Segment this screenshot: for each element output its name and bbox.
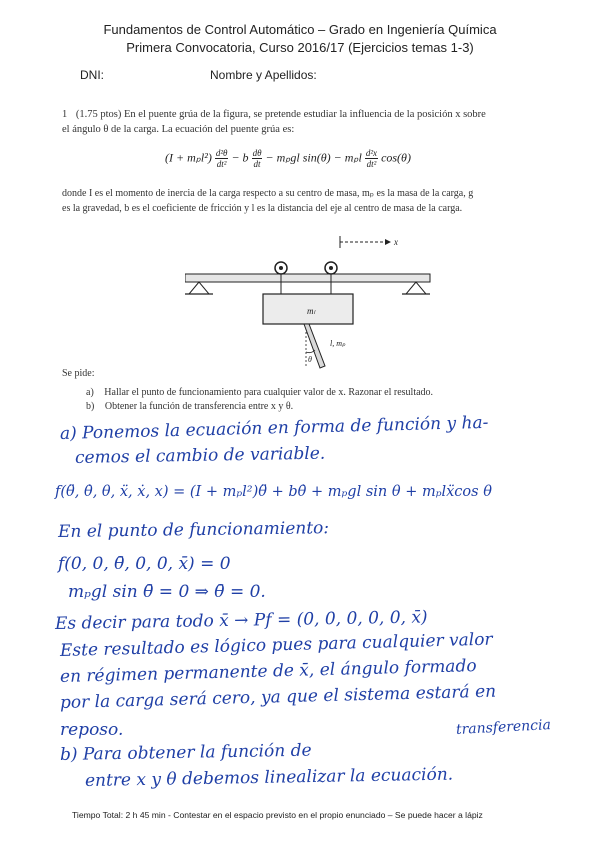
x-arrow-head — [385, 239, 391, 245]
name-label: Nombre y Apellidos: — [210, 68, 317, 82]
angle-label: θ — [308, 355, 312, 364]
rod-label: l, mₚ — [330, 339, 346, 348]
hand-line-13: entre x y θ debemos linealizar la ecuación. — [84, 764, 454, 791]
eq-frac-3 — [365, 148, 378, 169]
question-b-letter: b) — [86, 401, 95, 412]
left-wheel-hub — [279, 266, 283, 270]
eq-frac-3-den: dt² — [366, 159, 377, 169]
right-wheel-hub — [329, 266, 333, 270]
problem-points: (1.75 ptos) — [75, 109, 122, 120]
hand-line-4: En el punto de funcionamiento: — [57, 518, 330, 542]
header-title: Fundamentos de Control Automático – Grado en Ingeniería Química — [103, 22, 497, 37]
question-b — [86, 399, 293, 414]
eq-frac-1 — [215, 148, 229, 169]
footer-note: Tiempo Total: 2 h 45 min - Contestar en el espacio previsto en el propio enunciado – Se puede hacer a lápiz — [72, 810, 483, 820]
eq-frac-2-num: dθ — [252, 148, 262, 158]
eq-frac-1-num: d²θ — [215, 148, 228, 158]
rail-beam — [185, 274, 430, 282]
question-a — [86, 385, 433, 400]
problem-number: 1 — [62, 109, 68, 120]
crane-figure — [185, 228, 435, 373]
hand-line-1: a) Ponemos la ecuación en forma de función y ha- — [59, 412, 489, 444]
mass-label: mₗ — [307, 306, 315, 316]
eq-frac-1-den: dt² — [216, 159, 227, 169]
right-support — [406, 282, 426, 294]
dni-label: DNI: — [80, 68, 104, 82]
question-a-text: Hallar el punto de funcionamiento para cualquier valor de x. Razonar el resultado. — [104, 387, 434, 398]
hand-line-3: f(θ̈, θ̇, θ, ẍ, ẋ, x) = (I + mₚl²)θ̈ + bθ̇ + mₚgl sin θ + mₚlẍcos θ — [55, 484, 492, 500]
hand-line-11: reposo. — [60, 720, 124, 740]
hand-line-7: Es decir para todo x̄ → Pf = (0, 0, 0, 0, 0, x̄) — [54, 607, 428, 634]
hand-line-2: cemos el cambio de variable. — [74, 443, 326, 468]
hand-line-9: en régimen permanente de x̄, el ángulo formado — [59, 656, 477, 687]
left-support — [189, 282, 209, 294]
x-label: x — [394, 237, 398, 247]
hand-line-12: b) Para obtener la función de — [59, 740, 312, 765]
se-pide-label: Se pide: — [62, 368, 95, 379]
header-subtitle: Primera Convocatoria, Curso 2016/17 (Ejercicios temas 1-3) — [126, 40, 474, 55]
eq-op-1: − b — [231, 150, 249, 165]
eq-frac-2-den: dt — [253, 159, 261, 169]
question-a-letter: a) — [86, 387, 94, 398]
problem-intro-line1: En el puente grúa de la figura, se pretende estudiar la influencia de la posición x sobre — [124, 109, 486, 120]
problem-intro-line2: el ángulo θ de la carga. La ecuación del puente grúa es: — [62, 124, 295, 135]
eq-op-2: − mₚgl sin(θ) − mₚl — [265, 150, 362, 165]
hand-line-6: mₚgl sin θ̄ = 0 ⇒ θ̄ = 0. — [68, 582, 266, 602]
eq-tail: cos(θ) — [381, 150, 411, 165]
eq-frac-3-num: d²x — [365, 148, 378, 158]
eq-frac-2 — [252, 148, 263, 169]
problem-intro — [62, 107, 562, 122]
problem-desc-line2: es la gravedad, b es el coeficiente de fricción y l es la distancia del eje al centro de masa de la carga. — [62, 203, 463, 214]
problem-desc-line1: donde I es el momento de inercia de la carga respecto a su centro de masa, mₚ es la masa de la carga, g — [62, 188, 474, 199]
eq-lhs-factor: (I + mₚl²) — [165, 150, 212, 165]
hand-line-5: f(0, 0, θ̄, 0, 0, x̄) = 0 — [58, 554, 231, 574]
crane-equation — [165, 148, 411, 169]
hand-line-10: por la carga será cero, ya que el sistema estará en — [59, 681, 497, 713]
hand-line-12b: transferencia — [455, 717, 552, 738]
question-b-text: Obtener la función de transferencia entre x y θ. — [104, 401, 294, 412]
hand-line-8: Este resultado es lógico pues para cualquier valor — [59, 629, 493, 661]
